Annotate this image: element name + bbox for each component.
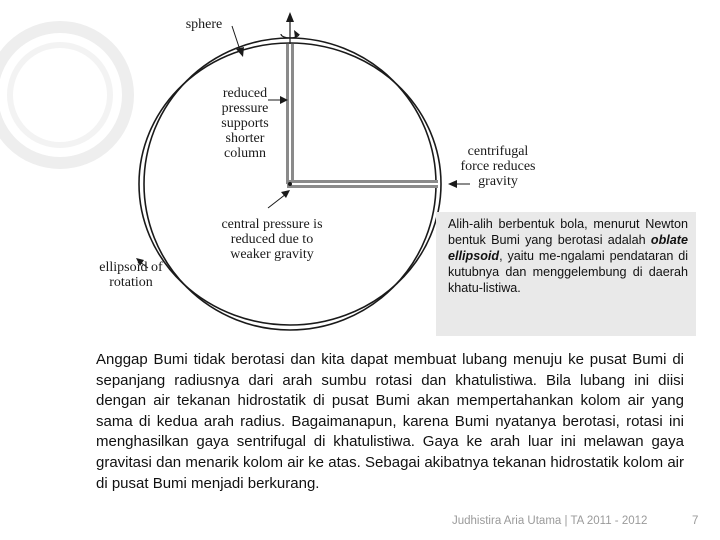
- callout-emphasis: oblate ellipsoid: [448, 233, 688, 263]
- label-reduced-pressure: reduced pressure supports shorter column: [221, 86, 269, 161]
- body-paragraph: Anggap Bumi tidak berotasi dan kita dapat membuat lubang menuju ke pusat Bumi di sepanjang radiusnya dari arah sumbu rotasi dan khatulistiwa. Bila lubang ini diisi dengan air tekanan hidrostatik di pusat Bumi akan mempertahankan kolom air yang sama di kedua arah radius. Bagaimanapun, karena Bumi nyatanya berotasi, rotasi ini menghasilkan gaya sentrifugal di khatulistiwa. Gaya ke arah luar ini melawan gaya gravitasi dan menarik kolom air ke atas. Sebagai akibatnya tekanan hidrostatik kolom air di pusat Bumi menjadi berkurang.: [96, 351, 684, 492]
- label-sphere: sphere: [185, 17, 223, 32]
- callout-box: [436, 212, 696, 336]
- callout-text-end: , yaitu me-ngalami pendataran di kutubnya dan menggelembung di daerah khatu-listiwa.: [448, 249, 688, 295]
- label-centrifugal-force: centrifugal force reduces gravity: [460, 144, 536, 189]
- footer-author: Judhistira Aria Utama | TA 2011 - 2012: [452, 515, 648, 527]
- page-number: 7: [692, 515, 699, 527]
- label-ellipsoid: ellipsoid of rotation: [99, 260, 163, 290]
- label-central-pressure: central pressure is reduced due to weaker gravity: [221, 217, 323, 262]
- callout-text: Alih-alih berbentuk bola, menurut Newton bentuk Bumi yang berotasi adalah: [448, 217, 688, 247]
